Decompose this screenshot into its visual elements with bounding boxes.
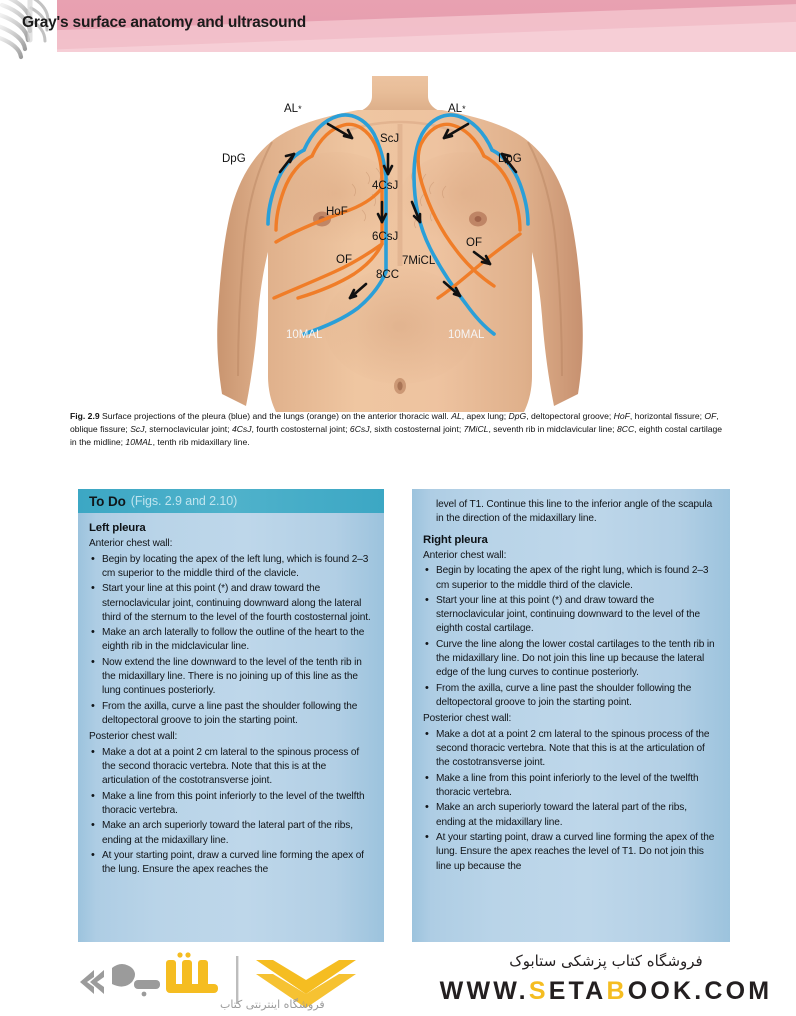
footer-url-segment: B: [606, 977, 628, 1005]
label-dpg-left: DpG: [222, 153, 246, 165]
caption-abbr: OF: [702, 411, 717, 421]
footer-persian-tagline: فروشگاه کتاب پزشکی ستابوک: [509, 952, 703, 970]
footer-url-segment: OOK.COM: [627, 977, 773, 1005]
todo-title: To Do: [89, 493, 126, 509]
label-10mal-left: 10MAL: [286, 329, 323, 341]
todo-list-item: • Now extend the line downward to the level of the tenth rib in the midaxillary line. There is no joining up of this line as the lung continues posteriorly.: [89, 656, 371, 699]
label-of-right: OF: [466, 237, 482, 249]
setabook-logo[interactable]: [78, 950, 368, 1012]
caption-abbr-def: , apex lung;: [461, 411, 507, 421]
caption-abbr: DpG: [506, 411, 527, 421]
todo-list-item: • Make a line from this point inferiorly to the level of the twelfth thoracic vertebra.: [423, 772, 717, 801]
label-dpg-right: DpG: [498, 153, 522, 165]
footer-text-block: [432, 952, 780, 1006]
todo-list-item: • Start your line at this point (*) and draw toward the sternoclavicular joint, continuing downward along the lateral third of the sternum to the level of the fourth costosternal joint.: [89, 582, 371, 625]
site-footer: [0, 942, 796, 1016]
right-pleura-heading: Right pleura: [423, 533, 488, 546]
todo-list-item: • Make an arch laterally to follow the outline of the heart to the eighth rib in the midclavicular line.: [89, 626, 371, 655]
caption-body: Surface projections of the pleura (blue) and the lungs (orange) on the anterior thoracic wall.: [102, 411, 449, 421]
todo-box-left: [78, 489, 384, 942]
left-posterior-list: [89, 746, 371, 878]
todo-left-body: [78, 513, 384, 878]
todo-list-item: • Make a dot at a point 2 cm lateral to the spinous process of the second thoracic vertebra. Note that this is at the articulation of the costotransverse joint.: [423, 728, 717, 771]
todo-list-item: • Begin by locating the apex of the right lung, which is found 2–3 cm superior to the middle third of the clavicle.: [423, 564, 717, 593]
caption-abbr: HoF: [611, 411, 630, 421]
left-pleura-heading: Left pleura: [89, 522, 146, 534]
todo-list-item: • From the axilla, curve a line past the shoulder following the deltopectoral groove to join the starting point.: [89, 700, 371, 729]
label-7micl: 7MiCL: [402, 255, 436, 267]
label-6csj: 6CsJ: [372, 231, 399, 243]
caption-abbr-def: , fourth costosternal joint;: [251, 424, 348, 435]
left-anterior-label: Anterior chest wall:: [89, 538, 173, 550]
todo-list-item: • Curve the line along the lower costal cartilages to the tenth rib in the midaxillary line. Do not join this line up because the lateral edge of the lung curves to continue posteriorly.: [423, 638, 717, 681]
left-anterior-list: [89, 553, 371, 729]
right-posterior-label: Posterior chest wall:: [423, 713, 512, 725]
todo-right-body: [412, 489, 730, 874]
label-8cc: 8CC: [376, 269, 400, 281]
label-10mal-right: 10MAL: [448, 329, 485, 341]
label-al-right: AL*: [448, 103, 466, 115]
todo-list-item: • At your starting point, draw a curved line forming the apex of the lung. Ensure the apex reaches the: [89, 849, 371, 878]
label-of-left: OF: [336, 254, 352, 266]
caption-abbr-def: , tenth rib midaxillary line.: [152, 437, 250, 448]
right-posterior-list: [423, 728, 717, 874]
todo-list-item: • Make an arch superiorly toward the lateral part of the ribs, ending at the midaxillary line.: [89, 819, 371, 848]
todo-list-item: • At your starting point, draw a curved line forming the apex of the lung. Ensure the apex reaches the level of T1. Do not join this line up because the: [423, 831, 717, 874]
right-anterior-list: [423, 564, 717, 710]
torso-photo: [217, 76, 583, 412]
right-anterior-label: Anterior chest wall:: [423, 549, 507, 561]
caption-abbr-def: , eighth costal cartilage in the midline;: [70, 424, 723, 448]
todo-list-item: • Make a dot at a point 2 cm lateral to the spinous process of the second thoracic vertebra. Note that this is at the articulation of the costotransverse joint.: [89, 746, 371, 789]
caption-abbr-def: , horizontal fissure;: [629, 411, 703, 421]
todo-list-item: • From the axilla, curve a line past the shoulder following the deltopectoral groove to join the starting point.: [423, 682, 717, 711]
caption-abbr: ScJ: [127, 424, 145, 435]
caption-abbr-def: , deltopectoral groove;: [526, 411, 612, 421]
anatomy-figure: [176, 76, 624, 412]
caption-abbr-def: , oblique fissure;: [70, 411, 719, 435]
label-4csj: 4CsJ: [372, 180, 399, 192]
todo-figure-refs: (Figs. 2.9 and 2.10): [130, 494, 238, 508]
caption-abbr: 10MAL: [123, 437, 153, 448]
logo-tagline: فروشگاه اینترنتی کتاب: [220, 998, 325, 1011]
label-al-left: AL*: [284, 103, 302, 115]
caption-abbr-def: , sixth costosternal joint;: [369, 424, 462, 435]
footer-url-segment: S: [528, 977, 549, 1005]
caption-number: Fig. 2.9: [70, 411, 100, 421]
label-hof: HoF: [326, 206, 348, 218]
todo-list-item: • Make an arch superiorly toward the lateral part of the ribs, ending at the midaxillary line.: [423, 801, 717, 830]
right-continuation-text: level of T1. Continue this line to the inferior angle of the scapula in the direction of the midaxillary line.: [436, 499, 713, 525]
footer-url[interactable]: [432, 977, 780, 1006]
todo-list-item: • Begin by locating the apex of the left lung, which is found 2–3 cm superior to the middle third of the clavicle.: [89, 553, 371, 582]
caption-abbr: 4CsJ: [229, 424, 252, 435]
page-title: Gray's surface anatomy and ultrasound: [22, 14, 306, 31]
caption-abbr-def: , sternoclavicular joint;: [144, 424, 230, 435]
todo-list-item: • Start your line at this point (*) and draw toward the sternoclavicular joint, continuing downward to the level of the eighth costal cartilage.: [423, 594, 717, 637]
caption-abbr: AL: [451, 411, 462, 421]
left-posterior-label: Posterior chest wall:: [89, 731, 178, 743]
caption-abbr: 8CC: [614, 424, 635, 435]
label-scj: ScJ: [380, 133, 400, 145]
figure-caption: [70, 410, 730, 449]
todo-box-right: [412, 489, 730, 942]
footer-url-segment: ETA: [548, 977, 607, 1005]
footer-url-segment: WWW.: [439, 977, 529, 1005]
todo-header-bar: [78, 489, 384, 513]
caption-abbr-def: , seventh rib in midclavicular line;: [488, 424, 615, 435]
todo-list-item: • Make a line from this point inferiorly to the level of the twelfth thoracic vertebra.: [89, 790, 371, 819]
caption-abbr: 7MiCL: [461, 424, 489, 435]
caption-abbr: 6CsJ: [347, 424, 370, 435]
